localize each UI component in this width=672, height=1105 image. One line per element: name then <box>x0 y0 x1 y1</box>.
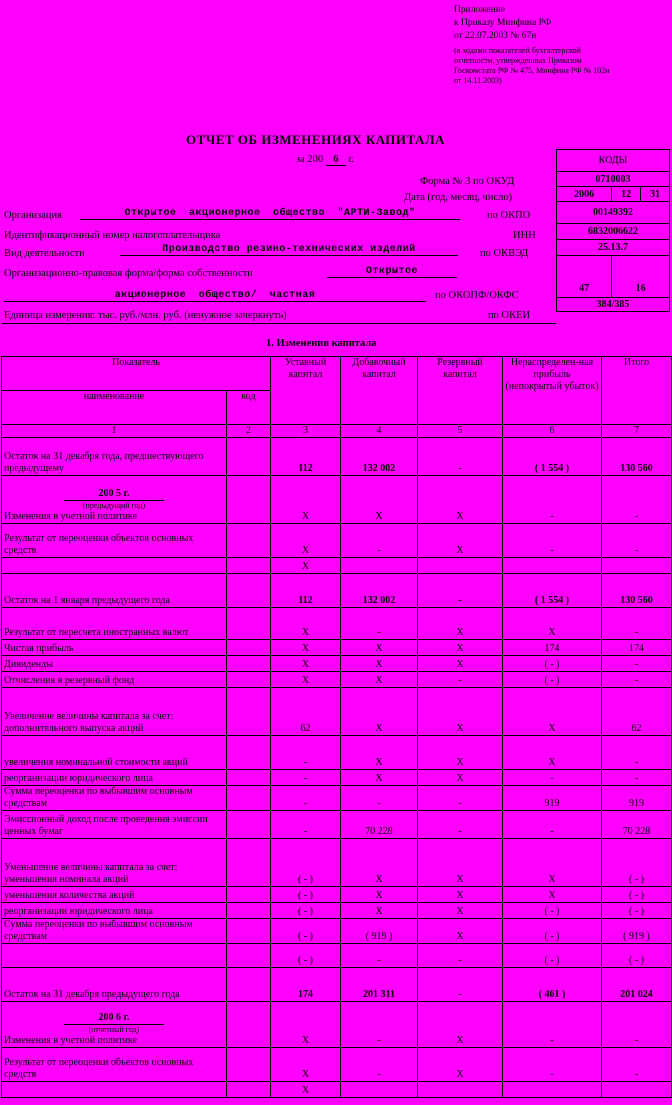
row-name: Остаток на 31 декабря года, предшествующего предыдущему <box>4 451 204 474</box>
row-value: - <box>418 438 503 476</box>
row-value: 70 228 <box>602 811 672 839</box>
row-value: - <box>341 524 418 558</box>
row-name-cell <box>2 574 227 608</box>
period-prefix: за 200 <box>296 154 324 165</box>
table-row <box>2 903 672 919</box>
row-code-cell <box>227 944 271 968</box>
table-row <box>2 1002 672 1048</box>
row-year: 200 5 г. <box>64 488 164 501</box>
row-value: - <box>418 672 503 688</box>
row-value: 62 <box>271 688 341 736</box>
row-value: 201 024 <box>602 968 672 1002</box>
row-value: 201 311 <box>341 968 418 1002</box>
period-suffix: г. <box>348 154 355 165</box>
row-value: ( - ) <box>602 903 672 919</box>
row-value: X <box>271 640 341 656</box>
row-name-cell <box>2 640 227 656</box>
row-name: Отчисления в резервный фонд <box>4 675 135 686</box>
row-value: X <box>418 656 503 672</box>
row-value: - <box>503 524 602 558</box>
row-value: - <box>602 770 672 786</box>
date-label: Дата (год, месяц, число) <box>404 192 513 203</box>
appendix-note <box>454 4 609 86</box>
table-row <box>2 968 672 1002</box>
row-code-cell <box>227 903 271 919</box>
ownership-value-1: Открытое <box>327 266 457 278</box>
row-name-cell <box>2 438 227 476</box>
row-value <box>418 558 503 574</box>
row-value <box>602 1082 672 1098</box>
row-value: - <box>271 770 341 786</box>
table-row <box>2 1082 672 1098</box>
col-num: 2 <box>227 425 271 438</box>
row-value: ( - ) <box>271 903 341 919</box>
codes-header: КОДЫ <box>557 150 670 172</box>
table-row <box>2 811 672 839</box>
table-row <box>2 688 672 736</box>
row-value: X <box>271 524 341 558</box>
row-value: X <box>271 558 341 574</box>
form-label: Форма № 3 по ОКУД <box>420 176 515 187</box>
row-code-cell <box>227 1002 271 1048</box>
date-month: 12 <box>612 187 641 202</box>
row-name-cell <box>2 688 227 736</box>
row-value: X <box>418 608 503 640</box>
row-value: ( - ) <box>602 839 672 887</box>
row-value: ( 919 ) <box>341 919 418 944</box>
row-name-cell <box>2 558 227 574</box>
col-additional: Добавочный капитал <box>341 357 418 425</box>
table-row <box>2 558 672 574</box>
row-value: 174 <box>602 640 672 656</box>
row-value: X <box>341 640 418 656</box>
row-value: X <box>418 1002 503 1048</box>
row-value: X <box>271 1082 341 1098</box>
row-value: - <box>271 736 341 770</box>
row-name-cell <box>2 903 227 919</box>
row-year: 200 6 г. <box>64 1012 164 1025</box>
row-value: - <box>602 608 672 640</box>
row-code-cell <box>227 476 271 524</box>
row-value: - <box>418 968 503 1002</box>
period-year: 6 <box>326 154 346 166</box>
row-name-cell <box>2 608 227 640</box>
appendix-line: (в ходами показателей бухгалтерской <box>454 46 581 55</box>
row-code-cell <box>227 608 271 640</box>
unit-label: Единица измерения: тыс. руб./млн. руб. (ненужное зачеркнуть) <box>4 310 287 321</box>
row-value: X <box>271 672 341 688</box>
table-row <box>2 770 672 786</box>
row-value: - <box>341 1048 418 1082</box>
row-name-cell <box>2 1082 227 1098</box>
row-value: 130 560 <box>602 438 672 476</box>
row-value: X <box>341 839 418 887</box>
row-name: Остаток на 1 января предыдущего года <box>4 595 170 606</box>
row-value: X <box>503 736 602 770</box>
okpo-label: по ОКПО <box>487 210 531 221</box>
row-value: - <box>602 656 672 672</box>
row-name-cell <box>2 811 227 839</box>
table-row <box>2 524 672 558</box>
col-num: 7 <box>602 425 672 438</box>
row-value: X <box>271 1048 341 1082</box>
row-value: ( - ) <box>503 944 602 968</box>
row-value: - <box>602 1048 672 1082</box>
row-value: X <box>341 887 418 903</box>
table-row <box>2 786 672 811</box>
col-reserve: Резервный капитал <box>418 357 503 425</box>
row-value: ( - ) <box>271 919 341 944</box>
row-name: Результат от переоценки объектов основных средств <box>4 1057 194 1080</box>
row-code-cell <box>227 438 271 476</box>
row-value: X <box>418 903 503 919</box>
row-name-cell <box>2 839 227 887</box>
row-name: реорганизации юридического лица <box>4 773 153 784</box>
row-value: X <box>418 476 503 524</box>
col-total: Итого <box>602 357 672 425</box>
row-code-cell <box>227 640 271 656</box>
table-row <box>2 476 672 524</box>
org-value: Открытое акционерное общество "АРТИ-Завод" <box>80 208 460 220</box>
table-row <box>2 574 672 608</box>
appendix-line: Госкомстата РФ № 475, Минфина РФ № 102н <box>454 66 610 75</box>
row-value: 132 002 <box>341 438 418 476</box>
row-name-cell <box>2 476 227 524</box>
row-value: 130 560 <box>602 574 672 608</box>
row-code-cell <box>227 736 271 770</box>
row-value: 919 <box>503 786 602 811</box>
row-name: увеличения номинальной стоимости акций <box>4 757 188 768</box>
row-name-cell <box>2 786 227 811</box>
row-value <box>503 1082 602 1098</box>
row-name-cell <box>2 770 227 786</box>
row-value: X <box>341 903 418 919</box>
row-value: X <box>418 887 503 903</box>
row-value: ( 461 ) <box>503 968 602 1002</box>
row-code-cell <box>227 558 271 574</box>
row-name-cell <box>2 887 227 903</box>
table-row <box>2 1048 672 1082</box>
page-title: ОТЧЕТ ОБ ИЗМЕНЕНИЯХ КАПИТАЛА <box>186 132 446 147</box>
row-value: X <box>503 688 602 736</box>
row-value: X <box>503 839 602 887</box>
row-value: X <box>341 688 418 736</box>
row-value: 112 <box>271 574 341 608</box>
appendix-line: от 14.11.2003) <box>454 76 502 85</box>
col-retained: Нераспределен-ная прибыль (непокрытый убыток) <box>503 357 602 425</box>
row-name: Сумма переоценки по выбывшим основным средствам <box>4 919 193 942</box>
ownership-label: Организационно-правовая форма/форма собственности <box>4 268 253 279</box>
col-num: 1 <box>2 425 227 438</box>
okpo-value: 00149392 <box>557 202 670 224</box>
row-name-cell <box>2 1002 227 1048</box>
row-name-cell <box>2 919 227 944</box>
row-value <box>341 558 418 574</box>
row-value: X <box>418 1048 503 1082</box>
row-value: X <box>418 919 503 944</box>
codes-box <box>556 149 670 312</box>
table-row <box>2 887 672 903</box>
row-name: реорганизации юридического лица <box>4 906 153 917</box>
row-value: X <box>341 770 418 786</box>
row-value <box>418 1082 503 1098</box>
row-value: ( - ) <box>503 903 602 919</box>
row-value: - <box>602 476 672 524</box>
row-value: - <box>602 736 672 770</box>
appendix-line: к Приказу Минфина РФ <box>454 18 552 28</box>
row-value: - <box>602 672 672 688</box>
row-value: ( - ) <box>271 887 341 903</box>
row-value: - <box>503 770 602 786</box>
row-value: ( - ) <box>503 672 602 688</box>
row-code-cell <box>227 919 271 944</box>
okopf-label: по ОКОПФ/ОКФС <box>435 290 519 301</box>
row-code-cell <box>227 672 271 688</box>
period-line <box>296 154 354 166</box>
row-value: X <box>503 608 602 640</box>
row-value: - <box>418 574 503 608</box>
row-code-cell <box>227 656 271 672</box>
table-row <box>2 640 672 656</box>
row-value: ( - ) <box>602 944 672 968</box>
inn-value: 6832006622 <box>557 224 670 240</box>
row-code-cell <box>227 524 271 558</box>
row-value: - <box>602 524 672 558</box>
row-value: X <box>418 770 503 786</box>
table-row <box>2 672 672 688</box>
row-code-cell <box>227 1082 271 1098</box>
row-value: 62 <box>602 688 672 736</box>
row-value: X <box>271 608 341 640</box>
appendix-line: Приложение <box>454 5 505 15</box>
row-name: Результат от пересчета иностранных валют <box>4 627 189 638</box>
activity-label: Вид деятельности <box>4 248 85 259</box>
row-value: ( 919 ) <box>602 919 672 944</box>
row-value: - <box>271 786 341 811</box>
row-code-cell <box>227 574 271 608</box>
table-row <box>2 736 672 770</box>
row-code-cell <box>227 887 271 903</box>
okei-label: по ОКЕИ <box>488 310 531 321</box>
row-value: ( 1 554 ) <box>503 438 602 476</box>
ownership-value-2: акционерное общество/ частная <box>4 290 426 302</box>
row-value: - <box>503 1048 602 1082</box>
row-value: X <box>341 672 418 688</box>
row-name-cell <box>2 672 227 688</box>
row-name-cell <box>2 736 227 770</box>
okved-label: по ОКВЭД <box>480 248 529 259</box>
row-value: X <box>418 688 503 736</box>
col-num: 3 <box>271 425 341 438</box>
row-name-cell <box>2 524 227 558</box>
inn-label: Идентификационный номер налогоплательщика <box>4 230 221 241</box>
row-value: - <box>341 608 418 640</box>
table-row <box>2 919 672 944</box>
row-value: - <box>418 786 503 811</box>
row-value: X <box>341 736 418 770</box>
row-value: - <box>503 1002 602 1048</box>
row-name: Сумма переоценки по выбывшим основным средствам <box>4 786 193 809</box>
col-code: код <box>227 391 271 425</box>
row-value: X <box>271 656 341 672</box>
row-value: - <box>341 786 418 811</box>
header-divider <box>2 323 556 324</box>
appendix-line: отчетности, утвержденных Приказом <box>454 56 582 65</box>
row-value: 174 <box>503 640 602 656</box>
section-title: 1. Изменения капитала <box>266 338 377 349</box>
row-value: - <box>503 811 602 839</box>
row-year-caption: (отчетный год) <box>88 1025 140 1034</box>
row-name: Результат от переоценки объектов основных средств <box>4 533 194 556</box>
row-name: Остаток на 31 декабря предыдущего года <box>4 989 180 1000</box>
row-code-cell <box>227 811 271 839</box>
col-num: 5 <box>418 425 503 438</box>
row-name: Увеличение величины капитала за счет: дополнительного выпуска акций <box>4 711 174 734</box>
date-year: 2006 <box>557 187 612 202</box>
date-day: 31 <box>641 187 670 202</box>
row-name: Чистая прибыль <box>4 643 74 654</box>
okopf-value: 47 <box>557 256 612 298</box>
row-value: 70 228 <box>341 811 418 839</box>
okud-value: 0710003 <box>557 172 670 187</box>
row-name-cell <box>2 968 227 1002</box>
col-indicator: Показатель <box>2 357 271 391</box>
row-value: ( - ) <box>602 887 672 903</box>
row-value: 919 <box>602 786 672 811</box>
row-value: X <box>271 1002 341 1048</box>
table-row <box>2 608 672 640</box>
row-year-caption: (предыдущий год) <box>82 501 146 510</box>
table-row <box>2 839 672 887</box>
row-value: X <box>418 736 503 770</box>
row-code-cell <box>227 839 271 887</box>
table-row <box>2 438 672 476</box>
row-code-cell <box>227 1048 271 1082</box>
table-row <box>2 656 672 672</box>
col-charter: Уставный капитал <box>271 357 341 425</box>
row-name: Дивиденды <box>4 659 53 670</box>
row-value: 132 002 <box>341 574 418 608</box>
row-code-cell <box>227 968 271 1002</box>
row-value: X <box>341 476 418 524</box>
row-name: Изменения в учетной политике <box>4 1035 137 1046</box>
row-value: ( - ) <box>503 919 602 944</box>
row-value: 112 <box>271 438 341 476</box>
org-label: Организация <box>4 210 62 221</box>
row-value: ( 1 554 ) <box>503 574 602 608</box>
row-value: - <box>602 1002 672 1048</box>
row-value: - <box>341 1002 418 1048</box>
row-value: - <box>418 944 503 968</box>
row-value: X <box>341 656 418 672</box>
row-name-cell <box>2 1048 227 1082</box>
row-code-cell <box>227 770 271 786</box>
row-name-cell <box>2 944 227 968</box>
inn-short-label: ИНН <box>513 230 536 241</box>
row-value: ( - ) <box>503 656 602 672</box>
activity-value: Производство резино-технических изделий <box>120 244 458 256</box>
appendix-line: от 22.07.2003 № 67н <box>454 31 537 41</box>
row-value: X <box>418 524 503 558</box>
row-value: - <box>418 811 503 839</box>
row-name: Эмиссионный доход после проведения эмиссии ценных бумаг <box>4 814 208 837</box>
row-value: - <box>341 944 418 968</box>
okei-value: 384/385 <box>557 298 670 312</box>
row-value: X <box>271 476 341 524</box>
row-value: 174 <box>271 968 341 1002</box>
row-value: X <box>503 887 602 903</box>
row-value <box>341 1082 418 1098</box>
row-name: Изменения в учетной политике <box>4 511 137 522</box>
row-value: X <box>418 839 503 887</box>
row-name: уменьшения количества акций <box>4 890 135 901</box>
row-value <box>503 558 602 574</box>
table-row <box>2 944 672 968</box>
col-num: 4 <box>341 425 418 438</box>
row-value <box>602 558 672 574</box>
okved-value: 25.13.7 <box>557 240 670 256</box>
col-num: 6 <box>503 425 602 438</box>
row-code-cell <box>227 688 271 736</box>
row-name-cell <box>2 656 227 672</box>
row-value: X <box>418 640 503 656</box>
row-value: - <box>271 811 341 839</box>
row-value: ( - ) <box>271 839 341 887</box>
col-name: наименование <box>2 391 227 425</box>
row-name: Уменьшение величины капитала за счет: уменьшения номинала акций <box>4 862 178 885</box>
row-code-cell <box>227 786 271 811</box>
capital-changes-table <box>1 356 672 1098</box>
row-value: ( - ) <box>271 944 341 968</box>
row-value: - <box>503 476 602 524</box>
okfs-value: 16 <box>612 256 670 298</box>
